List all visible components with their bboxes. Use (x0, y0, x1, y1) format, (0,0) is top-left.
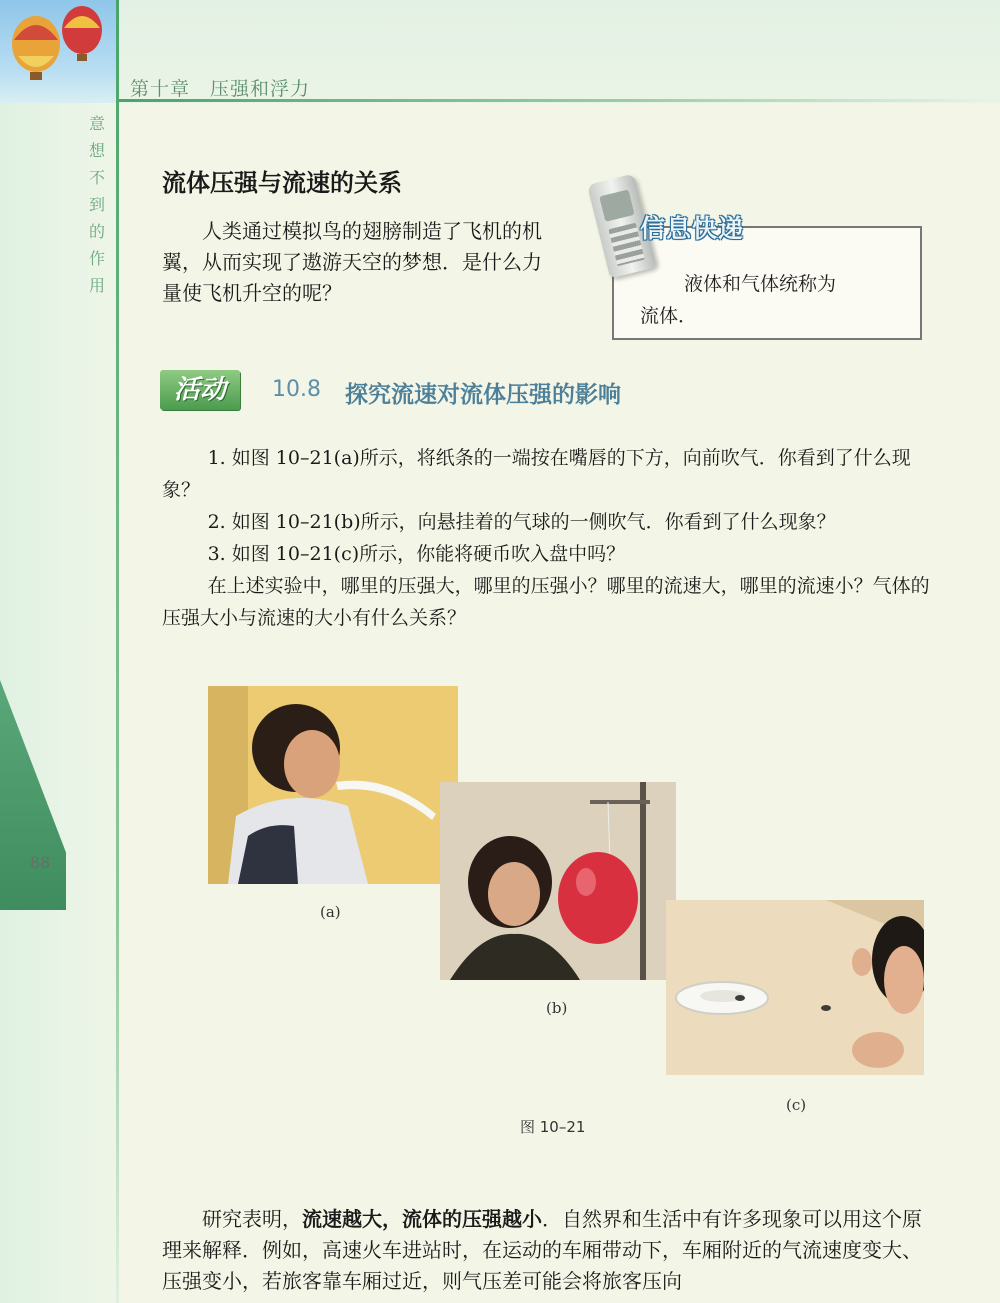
info-box-label: 信息快递 (640, 214, 745, 243)
step-item: 2. 如图 10–21(b)所示，向悬挂着的气球的一侧吹气．你看到了什么现象？ (207, 511, 836, 533)
bottom-lead: 研究表明， (202, 1207, 302, 1231)
step-question: 在上述实验中，哪里的压强大，哪里的压强小？哪里的流速大，哪里的流速小？气体的压强大小与流速的大小有什么关系？ (162, 575, 930, 629)
info-line-2: 流体． (640, 305, 698, 327)
photo-c-coin-plate (666, 900, 924, 1075)
intro-text: 人类通过模拟鸟的翅膀制造了飞机的机翼，从而实现了遨游天空的梦想．是什么力量使飞机升空的呢？ (162, 219, 542, 305)
bottom-text (162, 1204, 932, 1297)
balloon-photo (0, 0, 118, 103)
step-item: 1. 如图 10–21(a)所示，将纸条的一端按在嘴唇的下方，向前吹气．你看到了什么现象？ (162, 447, 911, 501)
info-box-text (640, 268, 900, 332)
vertical-rule (116, 0, 119, 1303)
chapter-title: 第十章 压强和浮力 (130, 78, 311, 100)
step-item: 3. 如图 10–21(c)所示，你能将硬币吹入盘中吗？ (207, 543, 626, 565)
activity-number: 10.8 (272, 377, 321, 402)
side-tab-label: 意想不到的作用 (88, 114, 105, 295)
caption-b: (b) (546, 999, 568, 1017)
bottom-paragraph (162, 1204, 932, 1297)
page-number: 88 (30, 853, 51, 872)
caption-a: (a) (320, 903, 341, 921)
phone-screen (599, 189, 634, 221)
section-title: 流体压强与流速的关系 (162, 169, 402, 197)
bottom-rest: ．自然界和生活中有许多现象可以用这个原理来解释．例如，高速火车进站时，在运动的车厢带动下，车厢附近的气流速度变大、压强变小，若旅客靠车厢过近，则气压差可能会将旅客压向 (162, 1207, 922, 1293)
photo-a-paper-strip (208, 686, 458, 884)
activity-badge: 活动 (160, 370, 240, 410)
info-line-1: 液体和气体统称为 (684, 273, 837, 295)
photo-b-balloon (440, 782, 676, 980)
intro-paragraph (162, 216, 542, 309)
activity-steps (162, 442, 930, 634)
caption-c: (c) (786, 1096, 807, 1114)
activity-title: 探究流速对流体压强的影响 (345, 382, 621, 408)
figure-title: 图 10–21 (520, 1118, 586, 1136)
bottom-emphasis: 流速越大，流体的压强越小 (302, 1207, 542, 1231)
